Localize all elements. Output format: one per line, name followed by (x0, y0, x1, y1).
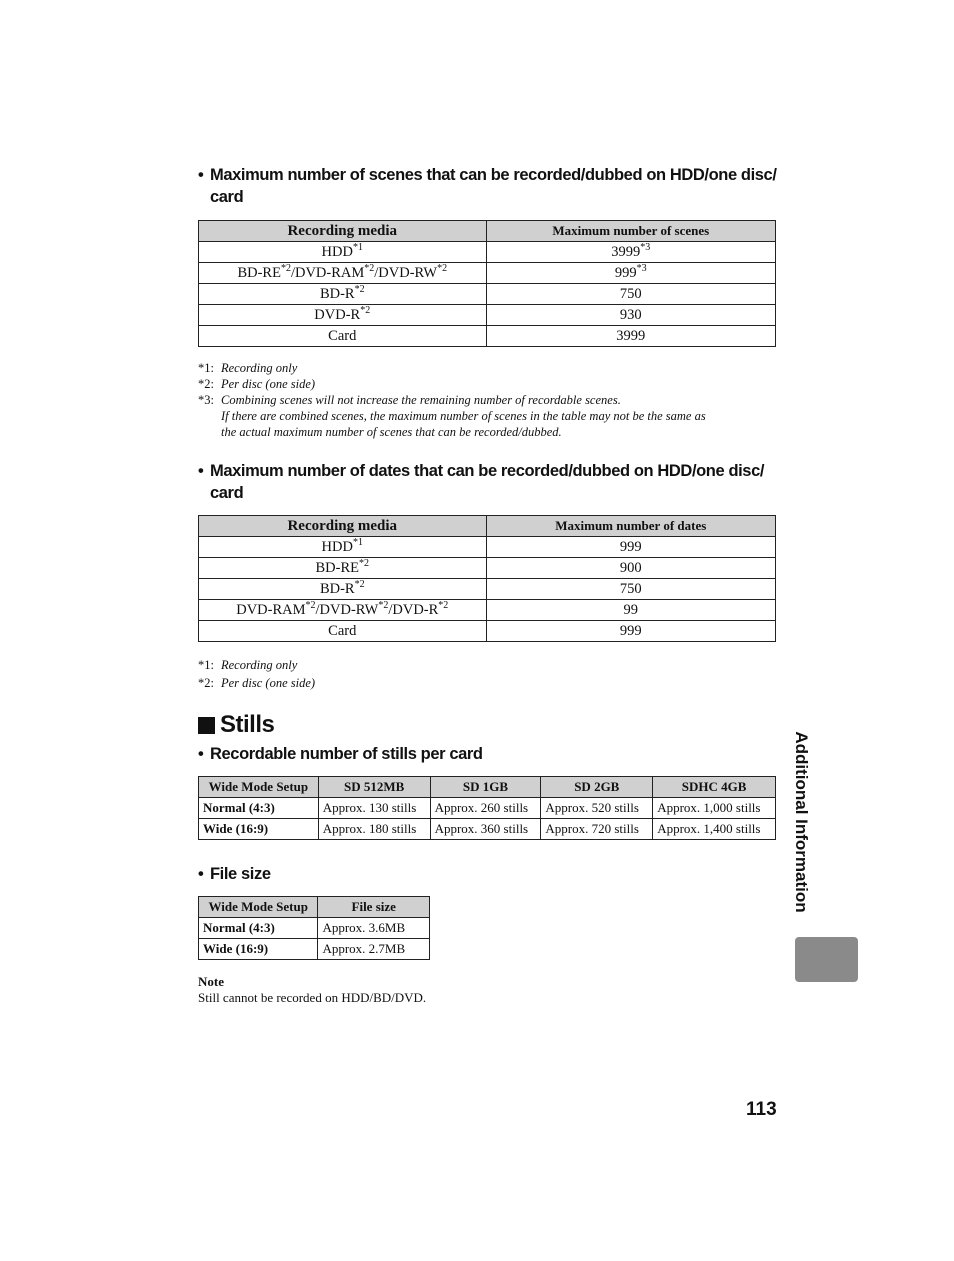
media-cell: DVD-$R^{*2}$ (199, 305, 487, 326)
table-header-row (199, 777, 776, 798)
note-block (198, 974, 426, 1006)
table-row (199, 558, 776, 579)
table-header-row (199, 221, 776, 242)
table-header-row (199, 516, 776, 537)
media-cell: $BD-R^{*2}$ (199, 284, 487, 305)
dates-footnotes: *1: Recording only *2: Per disc (one side) (198, 658, 316, 690)
media-cell: DVD-$RAM^{*2}/DVD-RW^{*2}/DVD-R^{*2}$ (199, 600, 487, 621)
value-cell: 750 (486, 579, 775, 600)
table-row: Wide (16:9) Approx. 2.7MB (199, 939, 430, 960)
scenes-table (198, 220, 776, 347)
value-cell: 750 (486, 284, 775, 305)
table-row (199, 579, 776, 600)
media-cell: Card (199, 621, 487, 642)
column-header: Wide Mode Setup (199, 897, 318, 918)
table-row (199, 305, 776, 326)
column-header: SD 2GB (541, 777, 653, 798)
media-cell: HDD$^{*1}$ (199, 537, 487, 558)
value-cell: 999 (486, 621, 775, 642)
table-row (199, 263, 776, 284)
table-row (199, 284, 776, 305)
scenes-footnotes: *1: Recording only *2: Per disc (one side) *3: Combining scenes will not increase the remaining number of recordable scenes. If there are combined scenes, the maximum number of scenes in the table may not be the same as the actual maximum number of scenes that can be recorded/dubbed. (198, 361, 706, 439)
column-header: Maximum number of dates (486, 516, 775, 537)
media-cell: BD-RE$^{*2}$/DVD-RAM$^{*2}$/DVD-RW$^{*2}$ (199, 263, 487, 284)
column-header: Wide Mode Setup (199, 777, 319, 798)
column-header: Recording media (199, 516, 487, 537)
table-row (199, 537, 776, 558)
value-cell: 999$^{*3}$ (486, 263, 775, 284)
table-header-row (199, 897, 430, 918)
file-size-heading: • File size (198, 865, 271, 883)
value-cell: 3999$^{*3}$ (486, 242, 775, 263)
value-cell: 3999 (486, 326, 775, 347)
media-cell: HDD$^{*1}$ (199, 242, 487, 263)
dates-heading: • Maximum number of dates that can be recorded/dubbed on HDD/one disc/ card (198, 462, 765, 502)
column-header: File size (318, 897, 430, 918)
section-side-label: Additional Information (792, 731, 811, 913)
column-header: SDHC 4GB (653, 777, 776, 798)
value-cell: 99 (486, 600, 775, 621)
value-cell: 999 (486, 537, 775, 558)
dates-table (198, 515, 776, 642)
square-bullet-icon (198, 717, 215, 734)
column-header: SD 512MB (318, 777, 430, 798)
table-row (199, 600, 776, 621)
media-cell: Card (199, 326, 487, 347)
recordable-stills-table (198, 776, 776, 840)
table-row (199, 326, 776, 347)
column-header: Maximum number of scenes (486, 221, 775, 242)
table-row (199, 242, 776, 263)
table-row: Wide (16:9) Approx. 180 stills Approx. 360 stills Approx. 720 stills Approx. 1,400 stills (199, 819, 776, 840)
note-heading: Note (198, 974, 224, 989)
recordable-stills-heading: • Recordable number of stills per card (198, 745, 483, 763)
column-header: SD 1GB (430, 777, 541, 798)
scenes-heading: • Maximum number of scenes that can be recorded/dubbed on HDD/one disc/ card (198, 166, 777, 206)
note-text: Still cannot be recorded on HDD/BD/DVD. (198, 990, 427, 1005)
value-cell: 900 (486, 558, 775, 579)
section-tab-marker (795, 937, 858, 982)
page-number: 113 (746, 1099, 777, 1120)
file-size-table (198, 896, 430, 960)
media-cell: BD-RE$^{*2}$ (199, 558, 487, 579)
table-row: Normal (4:3) Approx. 3.6MB (199, 918, 430, 939)
table-row: Normal (4:3) Approx. 130 stills Approx. 260 stills Approx. 520 stills Approx. 1,000 stills (199, 798, 776, 819)
value-cell: 930 (486, 305, 775, 326)
stills-section-title: Stills (198, 710, 274, 740)
column-header: Recording media (199, 221, 487, 242)
media-cell: $BD-R^{*2}$ (199, 579, 487, 600)
table-row (199, 621, 776, 642)
